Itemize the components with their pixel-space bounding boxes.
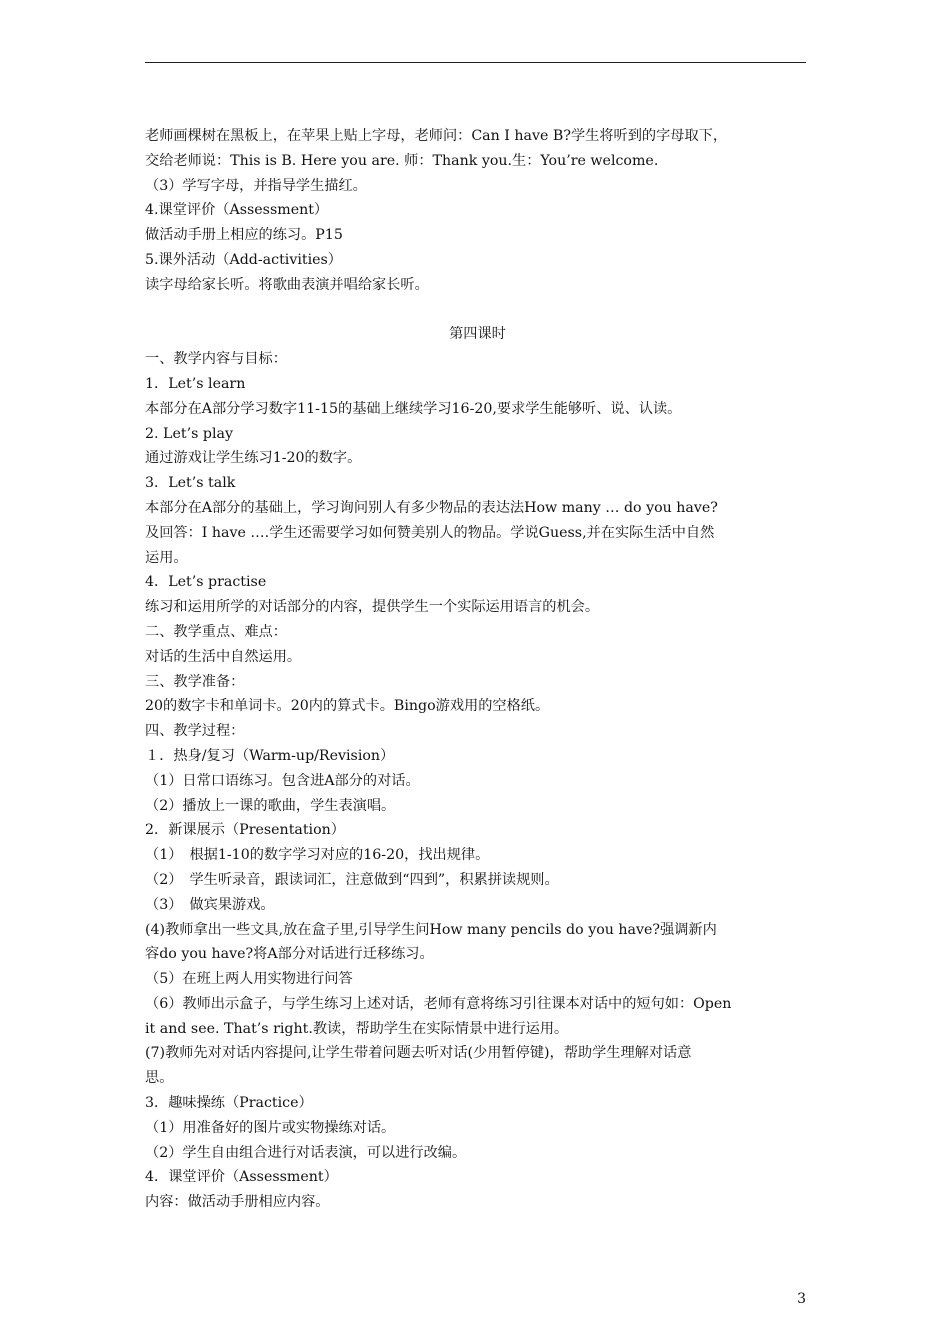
section-title: 第四课时 [449, 326, 506, 343]
text-line: 本部分在A部分的基础上，学习询问别人有多少物品的表达法How many … do you have? [145, 499, 718, 516]
text-line: 4．Let’s practise [145, 574, 267, 591]
text-line: 4.课堂评价（Assessment） [145, 202, 329, 219]
text-line: （3）学写字母，并指导学生描红。 [145, 177, 367, 194]
text-line: 及回答：I have ….学生还需要学习如何赞美别人的物品。学说Guess,并在实际生活中自然 [145, 524, 715, 541]
text-line: （6）教师出示盒子，与学生练习上述对话，老师有意将练习引往课本对话中的短句如：Open [145, 995, 732, 1012]
text-line: 5.课外活动（Add-activities） [145, 251, 342, 268]
text-line: 对话的生活中自然运用。 [145, 648, 302, 665]
text-line: （2） 学生听录音，跟读词汇，注意做到“四到”，积累拼读规则。 [145, 871, 559, 888]
text-line: 本部分在A部分学习数字11-15的基础上继续学习16-20,要求学生能够听、说、认读。 [145, 400, 682, 417]
text-line: it and see. That’s right.教读，帮助学生在实际情景中进行运用。 [145, 1020, 569, 1037]
text-line: 交给老师说：This is B. Here you are. 师：Thank you.生：You’re welcome. [145, 152, 659, 169]
document-body [145, 124, 810, 1215]
text-line: 3．趣味操练（Practice） [145, 1095, 313, 1112]
text-line: （5）在班上两人用实物进行问答 [145, 971, 353, 988]
text-line: （1）日常口语练习。包含进A部分的对话。 [145, 772, 420, 789]
text-line: (7)教师先对对话内容提问,让学生带着问题去听对话(少用暂停键)，帮助学生理解对话意 [145, 1045, 692, 1062]
text-line: 运用。 [145, 549, 188, 566]
text-line: （1）用准备好的图片或实物操练对话。 [145, 1119, 396, 1136]
text-line: 练习和运用所学的对话部分的内容，提供学生一个实际运用语言的机会。 [145, 599, 600, 616]
page-number: 3 [797, 1291, 806, 1307]
header-rule [145, 62, 806, 63]
text-line: （2）学生自由组合进行对话表演，可以进行改编。 [145, 1144, 467, 1161]
text-line: 一、教学内容与目标： [145, 351, 287, 368]
text-line: 二、教学重点、难点： [145, 623, 287, 640]
text-line: 做活动手册上相应的练习。P15 [145, 227, 343, 244]
text-line: 三、教学准备： [145, 673, 245, 690]
text-line: 四、教学过程： [145, 723, 245, 740]
text-line: （2）播放上一课的歌曲，学生表演唱。 [145, 797, 396, 814]
text-line: 内容：做活动手册相应内容。 [145, 1194, 330, 1211]
text-line: 容do you have?将A部分对话进行迁移练习。 [145, 946, 434, 963]
text-line: 20的数字卡和单词卡。20内的算式卡。Bingo游戏用的空格纸。 [145, 698, 550, 715]
text-line: 1．Let’s learn [145, 375, 246, 392]
text-line: １．热身/复习（Warm-up/Revision） [145, 747, 395, 764]
text-line: （1） 根据1-10的数字学习对应的16-20，找出规律。 [145, 847, 490, 864]
text-line: （3） 做宾果游戏。 [145, 896, 275, 913]
spacer [145, 298, 810, 323]
paragraphs-top [145, 124, 810, 298]
text-line: 4．课堂评价（Assessment） [145, 1169, 338, 1186]
text-line: 思。 [145, 1070, 174, 1087]
paragraphs-main [145, 347, 810, 1215]
text-line: 3．Let’s talk [145, 475, 236, 492]
text-line: 2．新课展示（Presentation） [145, 822, 345, 839]
text-line: 通过游戏让学生练习1-20的数字。 [145, 450, 362, 467]
text-line: 老师画棵树在黑板上，在苹果上贴上字母，老师问：Can I have B?学生将听到的字母取下， [145, 128, 728, 144]
text-line: (4)教师拿出一些文具,放在盒子里,引导学生问How many pencils do you have?强调新内 [145, 921, 717, 938]
text-line: 2. Let’s play [145, 425, 233, 442]
text-line: 读字母给家长听。将歌曲表演并唱给家长听。 [145, 276, 429, 293]
